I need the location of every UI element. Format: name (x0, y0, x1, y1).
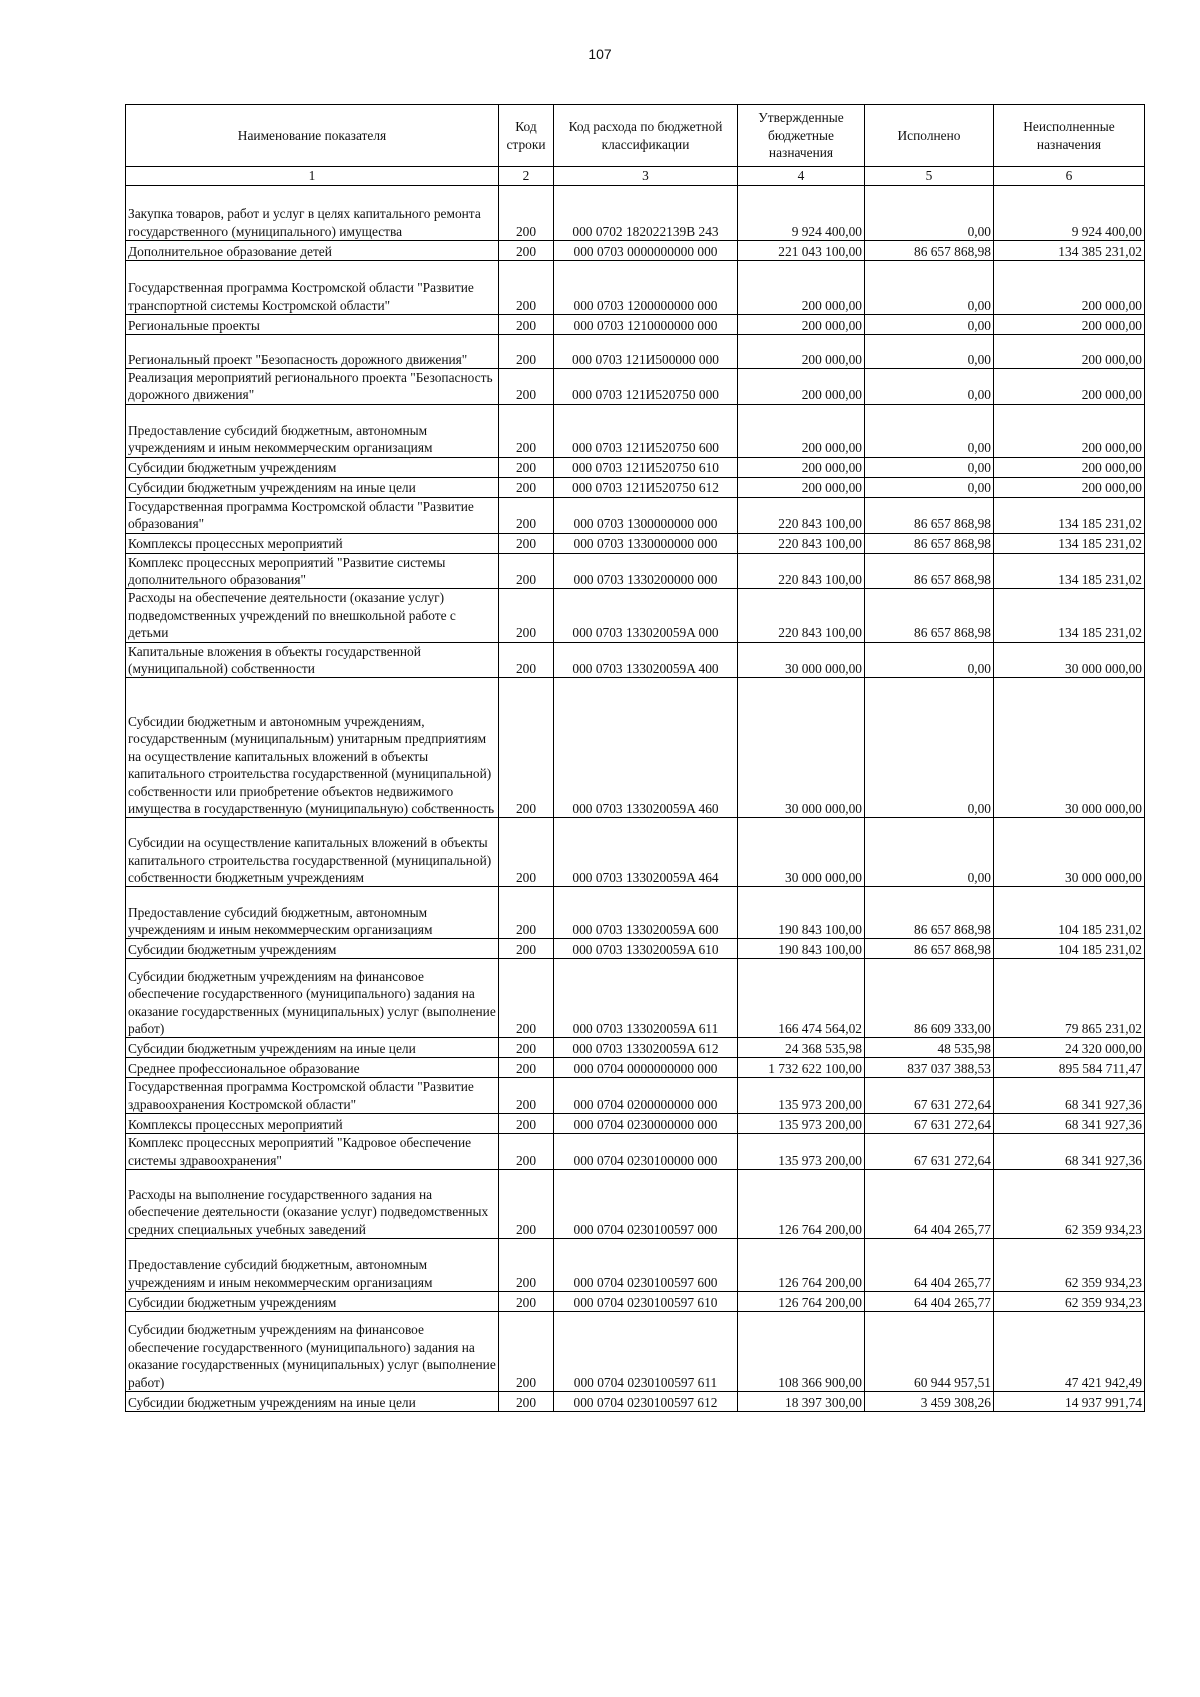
row-line-code: 200 (499, 457, 554, 477)
row-unexecuted: 47 421 942,49 (994, 1312, 1145, 1392)
row-budget-code: 000 0704 0230100597 000 (554, 1170, 738, 1239)
header-row (126, 105, 1145, 167)
table-row (126, 1292, 1145, 1312)
row-executed: 67 631 272,64 (865, 1114, 994, 1134)
row-budget-code: 000 0704 0230100597 611 (554, 1312, 738, 1392)
row-executed: 86 609 333,00 (865, 959, 994, 1038)
row-name: Предоставление субсидий бюджетным, автономным учреждениям и иным некоммерческим организациям (126, 1239, 499, 1292)
row-name: Реализация мероприятий регионального проекта "Безопасность дорожного движения" (126, 369, 499, 405)
row-name: Закупка товаров, работ и услуг в целях капитального ремонта государственного (муниципального) имущества (126, 186, 499, 241)
row-unexecuted: 14 937 991,74 (994, 1392, 1145, 1412)
row-line-code: 200 (499, 818, 554, 887)
budget-report-table (125, 104, 1145, 1412)
row-line-code: 200 (499, 887, 554, 939)
row-line-code: 200 (499, 369, 554, 405)
col-number: 5 (865, 167, 994, 186)
row-approved: 220 843 100,00 (738, 589, 865, 642)
row-approved: 200 000,00 (738, 457, 865, 477)
row-approved: 108 366 900,00 (738, 1312, 865, 1392)
row-line-code: 200 (499, 186, 554, 241)
row-name: Субсидии бюджетным учреждениям (126, 457, 499, 477)
row-executed: 3 459 308,26 (865, 1392, 994, 1412)
row-executed: 86 657 868,98 (865, 497, 994, 533)
row-name: Комплекс процессных мероприятий "Кадровое обеспечение системы здравоохранения" (126, 1134, 499, 1170)
row-line-code: 200 (499, 1292, 554, 1312)
row-budget-code: 000 0703 133020059A 464 (554, 818, 738, 887)
table-row (126, 335, 1145, 369)
page-number: 107 (588, 46, 612, 62)
row-unexecuted: 200 000,00 (994, 335, 1145, 369)
row-approved: 200 000,00 (738, 335, 865, 369)
row-line-code: 200 (499, 404, 554, 457)
row-budget-code: 000 0703 1300000000 000 (554, 497, 738, 533)
row-approved: 220 843 100,00 (738, 497, 865, 533)
table-row (126, 1058, 1145, 1078)
table-row (126, 1170, 1145, 1239)
row-approved: 126 764 200,00 (738, 1170, 865, 1239)
table-row (126, 642, 1145, 678)
col-header-budget-code: Код расхода по бюджетной классификации (554, 105, 738, 167)
row-approved: 200 000,00 (738, 404, 865, 457)
row-line-code: 200 (499, 335, 554, 369)
row-name: Капитальные вложения в объекты государственной (муниципальной) собственности (126, 642, 499, 678)
row-line-code: 200 (499, 241, 554, 261)
col-number: 3 (554, 167, 738, 186)
row-unexecuted: 200 000,00 (994, 477, 1145, 497)
table-row (126, 186, 1145, 241)
row-budget-code: 000 0702 182022139B 243 (554, 186, 738, 241)
row-executed: 0,00 (865, 335, 994, 369)
table-row (126, 404, 1145, 457)
table-row (126, 241, 1145, 261)
row-executed: 86 657 868,98 (865, 533, 994, 553)
row-budget-code: 000 0703 133020059A 600 (554, 887, 738, 939)
col-number: 1 (126, 167, 499, 186)
row-line-code: 200 (499, 1239, 554, 1292)
row-line-code: 200 (499, 589, 554, 642)
row-budget-code: 000 0704 0230000000 000 (554, 1114, 738, 1134)
col-number: 4 (738, 167, 865, 186)
col-header-executed: Исполнено (865, 105, 994, 167)
row-line-code: 200 (499, 1170, 554, 1239)
row-line-code: 200 (499, 959, 554, 1038)
row-name: Государственная программа Костромской области "Развитие транспортной системы Костромской области" (126, 261, 499, 315)
row-unexecuted: 200 000,00 (994, 261, 1145, 315)
row-unexecuted: 9 924 400,00 (994, 186, 1145, 241)
col-number: 2 (499, 167, 554, 186)
row-executed: 86 657 868,98 (865, 553, 994, 589)
table-row (126, 533, 1145, 553)
row-line-code: 200 (499, 1058, 554, 1078)
row-executed: 60 944 957,51 (865, 1312, 994, 1392)
row-unexecuted: 134 185 231,02 (994, 533, 1145, 553)
table-row (126, 959, 1145, 1038)
row-unexecuted: 200 000,00 (994, 404, 1145, 457)
row-line-code: 200 (499, 497, 554, 533)
row-budget-code: 000 0703 121И520750 000 (554, 369, 738, 405)
row-budget-code: 000 0703 121И520750 612 (554, 477, 738, 497)
table-row (126, 678, 1145, 818)
row-name: Субсидии бюджетным учреждениям на иные цели (126, 1038, 499, 1058)
row-approved: 220 843 100,00 (738, 553, 865, 589)
row-name: Расходы на обеспечение деятельности (оказание услуг) подведомственных учреждений по внешкольной работе с детьми (126, 589, 499, 642)
row-approved: 200 000,00 (738, 477, 865, 497)
table-row (126, 1312, 1145, 1392)
col-header-line-code: Код строки (499, 105, 554, 167)
row-approved: 126 764 200,00 (738, 1239, 865, 1292)
row-budget-code: 000 0703 121И520750 610 (554, 457, 738, 477)
row-executed: 837 037 388,53 (865, 1058, 994, 1078)
row-approved: 1 732 622 100,00 (738, 1058, 865, 1078)
row-unexecuted: 200 000,00 (994, 369, 1145, 405)
row-approved: 18 397 300,00 (738, 1392, 865, 1412)
row-approved: 30 000 000,00 (738, 642, 865, 678)
row-executed: 0,00 (865, 186, 994, 241)
row-executed: 0,00 (865, 457, 994, 477)
row-approved: 126 764 200,00 (738, 1292, 865, 1312)
row-line-code: 200 (499, 642, 554, 678)
row-line-code: 200 (499, 533, 554, 553)
row-executed: 86 657 868,98 (865, 589, 994, 642)
row-approved: 166 474 564,02 (738, 959, 865, 1038)
table-row (126, 1078, 1145, 1114)
row-unexecuted: 62 359 934,23 (994, 1239, 1145, 1292)
row-budget-code: 000 0703 133020059A 612 (554, 1038, 738, 1058)
row-approved: 221 043 100,00 (738, 241, 865, 261)
row-name: Предоставление субсидий бюджетным, автономным учреждениям и иным некоммерческим организациям (126, 404, 499, 457)
row-name: Предоставление субсидий бюджетным, автономным учреждениям и иным некоммерческим организациям (126, 887, 499, 939)
table-row (126, 553, 1145, 589)
report-body (126, 186, 1145, 1412)
col-header-approved: Утвержденные бюджетные назначения (738, 105, 865, 167)
row-budget-code: 000 0703 133020059A 460 (554, 678, 738, 818)
row-name: Государственная программа Костромской области "Развитие образования" (126, 497, 499, 533)
row-budget-code: 000 0703 133020059A 000 (554, 589, 738, 642)
row-unexecuted: 30 000 000,00 (994, 678, 1145, 818)
row-budget-code: 000 0703 1200000000 000 (554, 261, 738, 315)
row-budget-code: 000 0703 121И500000 000 (554, 335, 738, 369)
table-row (126, 477, 1145, 497)
row-executed: 0,00 (865, 477, 994, 497)
row-executed: 67 631 272,64 (865, 1078, 994, 1114)
column-number-row (126, 167, 1145, 186)
row-unexecuted: 134 385 231,02 (994, 241, 1145, 261)
row-unexecuted: 134 185 231,02 (994, 553, 1145, 589)
row-unexecuted: 68 341 927,36 (994, 1078, 1145, 1114)
row-budget-code: 000 0704 0230100597 612 (554, 1392, 738, 1412)
row-name: Субсидии на осуществление капитальных вложений в объекты капитального строительства государственной (муниципальной) собственности бюджетным учреждениям (126, 818, 499, 887)
col-header-unexecuted: Неисполненные назначения (994, 105, 1145, 167)
table-row (126, 369, 1145, 405)
row-unexecuted: 104 185 231,02 (994, 887, 1145, 939)
row-unexecuted: 200 000,00 (994, 457, 1145, 477)
row-unexecuted: 200 000,00 (994, 315, 1145, 335)
row-name: Дополнительное образование детей (126, 241, 499, 261)
table-row (126, 1134, 1145, 1170)
row-name: Расходы на выполнение государственного задания на обеспечение деятельности (оказание услуг) подведомственных средних специальных учебных заведений (126, 1170, 499, 1239)
row-budget-code: 000 0704 0230100597 610 (554, 1292, 738, 1312)
row-unexecuted: 134 185 231,02 (994, 589, 1145, 642)
row-executed: 0,00 (865, 369, 994, 405)
row-unexecuted: 79 865 231,02 (994, 959, 1145, 1038)
row-approved: 200 000,00 (738, 369, 865, 405)
row-executed: 86 657 868,98 (865, 241, 994, 261)
table-row (126, 497, 1145, 533)
table-row (126, 1392, 1145, 1412)
row-unexecuted: 68 341 927,36 (994, 1114, 1145, 1134)
row-unexecuted: 30 000 000,00 (994, 642, 1145, 678)
row-name: Комплекс процессных мероприятий "Развитие системы дополнительного образования" (126, 553, 499, 589)
row-approved: 220 843 100,00 (738, 533, 865, 553)
row-name: Субсидии бюджетным учреждениям (126, 1292, 499, 1312)
row-executed: 0,00 (865, 404, 994, 457)
row-unexecuted: 68 341 927,36 (994, 1134, 1145, 1170)
row-name: Субсидии бюджетным учреждениям (126, 939, 499, 959)
row-line-code: 200 (499, 1392, 554, 1412)
row-executed: 64 404 265,77 (865, 1170, 994, 1239)
row-line-code: 200 (499, 1078, 554, 1114)
row-executed: 64 404 265,77 (865, 1239, 994, 1292)
row-line-code: 200 (499, 939, 554, 959)
row-unexecuted: 134 185 231,02 (994, 497, 1145, 533)
table-row (126, 939, 1145, 959)
row-executed: 86 657 868,98 (865, 939, 994, 959)
row-line-code: 200 (499, 1134, 554, 1170)
row-name: Среднее профессиональное образование (126, 1058, 499, 1078)
row-executed: 86 657 868,98 (865, 887, 994, 939)
row-budget-code: 000 0704 0230100000 000 (554, 1134, 738, 1170)
row-budget-code: 000 0703 121И520750 600 (554, 404, 738, 457)
row-approved: 135 973 200,00 (738, 1078, 865, 1114)
row-line-code: 200 (499, 1312, 554, 1392)
row-name: Субсидии бюджетным учреждениям на финансовое обеспечение государственного (муниципального) задания на оказание государственных (муниципальных) услуг (выполнение работ) (126, 959, 499, 1038)
row-executed: 0,00 (865, 678, 994, 818)
row-executed: 64 404 265,77 (865, 1292, 994, 1312)
row-unexecuted: 24 320 000,00 (994, 1038, 1145, 1058)
table-row (126, 315, 1145, 335)
row-approved: 135 973 200,00 (738, 1134, 865, 1170)
row-executed: 0,00 (865, 315, 994, 335)
row-line-code: 200 (499, 1114, 554, 1134)
row-budget-code: 000 0703 1330200000 000 (554, 553, 738, 589)
row-approved: 30 000 000,00 (738, 678, 865, 818)
row-approved: 9 924 400,00 (738, 186, 865, 241)
table-row (126, 261, 1145, 315)
row-budget-code: 000 0704 0000000000 000 (554, 1058, 738, 1078)
row-unexecuted: 30 000 000,00 (994, 818, 1145, 887)
row-unexecuted: 62 359 934,23 (994, 1170, 1145, 1239)
table-row (126, 1114, 1145, 1134)
row-name: Субсидии бюджетным учреждениям на финансовое обеспечение государственного (муниципального) задания на оказание государственных (муниципальных) услуг (выполнение работ) (126, 1312, 499, 1392)
row-executed: 0,00 (865, 642, 994, 678)
row-budget-code: 000 0703 133020059A 611 (554, 959, 738, 1038)
row-budget-code: 000 0703 1210000000 000 (554, 315, 738, 335)
table-row (126, 1239, 1145, 1292)
table-row (126, 887, 1145, 939)
row-approved: 24 368 535,98 (738, 1038, 865, 1058)
row-executed: 0,00 (865, 261, 994, 315)
row-line-code: 200 (499, 315, 554, 335)
row-line-code: 200 (499, 261, 554, 315)
row-line-code: 200 (499, 678, 554, 818)
row-budget-code: 000 0704 0230100597 600 (554, 1239, 738, 1292)
row-name: Комплексы процессных мероприятий (126, 533, 499, 553)
row-unexecuted: 104 185 231,02 (994, 939, 1145, 959)
row-budget-code: 000 0703 0000000000 000 (554, 241, 738, 261)
col-number: 6 (994, 167, 1145, 186)
row-approved: 190 843 100,00 (738, 939, 865, 959)
col-header-name: Наименование показателя (126, 105, 499, 167)
row-executed: 67 631 272,64 (865, 1134, 994, 1170)
table-row (126, 1038, 1145, 1058)
row-executed: 48 535,98 (865, 1038, 994, 1058)
row-unexecuted: 62 359 934,23 (994, 1292, 1145, 1312)
row-approved: 30 000 000,00 (738, 818, 865, 887)
row-approved: 200 000,00 (738, 315, 865, 335)
table-row (126, 589, 1145, 642)
row-budget-code: 000 0703 1330000000 000 (554, 533, 738, 553)
row-budget-code: 000 0704 0200000000 000 (554, 1078, 738, 1114)
row-name: Региональные проекты (126, 315, 499, 335)
row-budget-code: 000 0703 133020059A 610 (554, 939, 738, 959)
row-unexecuted: 895 584 711,47 (994, 1058, 1145, 1078)
row-name: Государственная программа Костромской области "Развитие здравоохранения Костромской области" (126, 1078, 499, 1114)
row-executed: 0,00 (865, 818, 994, 887)
table-row (126, 457, 1145, 477)
row-name: Субсидии бюджетным учреждениям на иные цели (126, 1392, 499, 1412)
row-line-code: 200 (499, 1038, 554, 1058)
row-line-code: 200 (499, 477, 554, 497)
row-approved: 135 973 200,00 (738, 1114, 865, 1134)
row-budget-code: 000 0703 133020059A 400 (554, 642, 738, 678)
row-name: Региональный проект "Безопасность дорожного движения" (126, 335, 499, 369)
row-name: Комплексы процессных мероприятий (126, 1114, 499, 1134)
row-name: Субсидии бюджетным и автономным учреждениям, государственным (муниципальным) унитарным предприятиям на осуществление капитальных вложений в объекты капитального строительства государственной (муниципальной) собственности или приобретение объектов недвижимого имущества в государственную (муниципальную) собственность (126, 678, 499, 818)
row-approved: 190 843 100,00 (738, 887, 865, 939)
row-name: Субсидии бюджетным учреждениям на иные цели (126, 477, 499, 497)
row-line-code: 200 (499, 553, 554, 589)
row-approved: 200 000,00 (738, 261, 865, 315)
table-row (126, 818, 1145, 887)
